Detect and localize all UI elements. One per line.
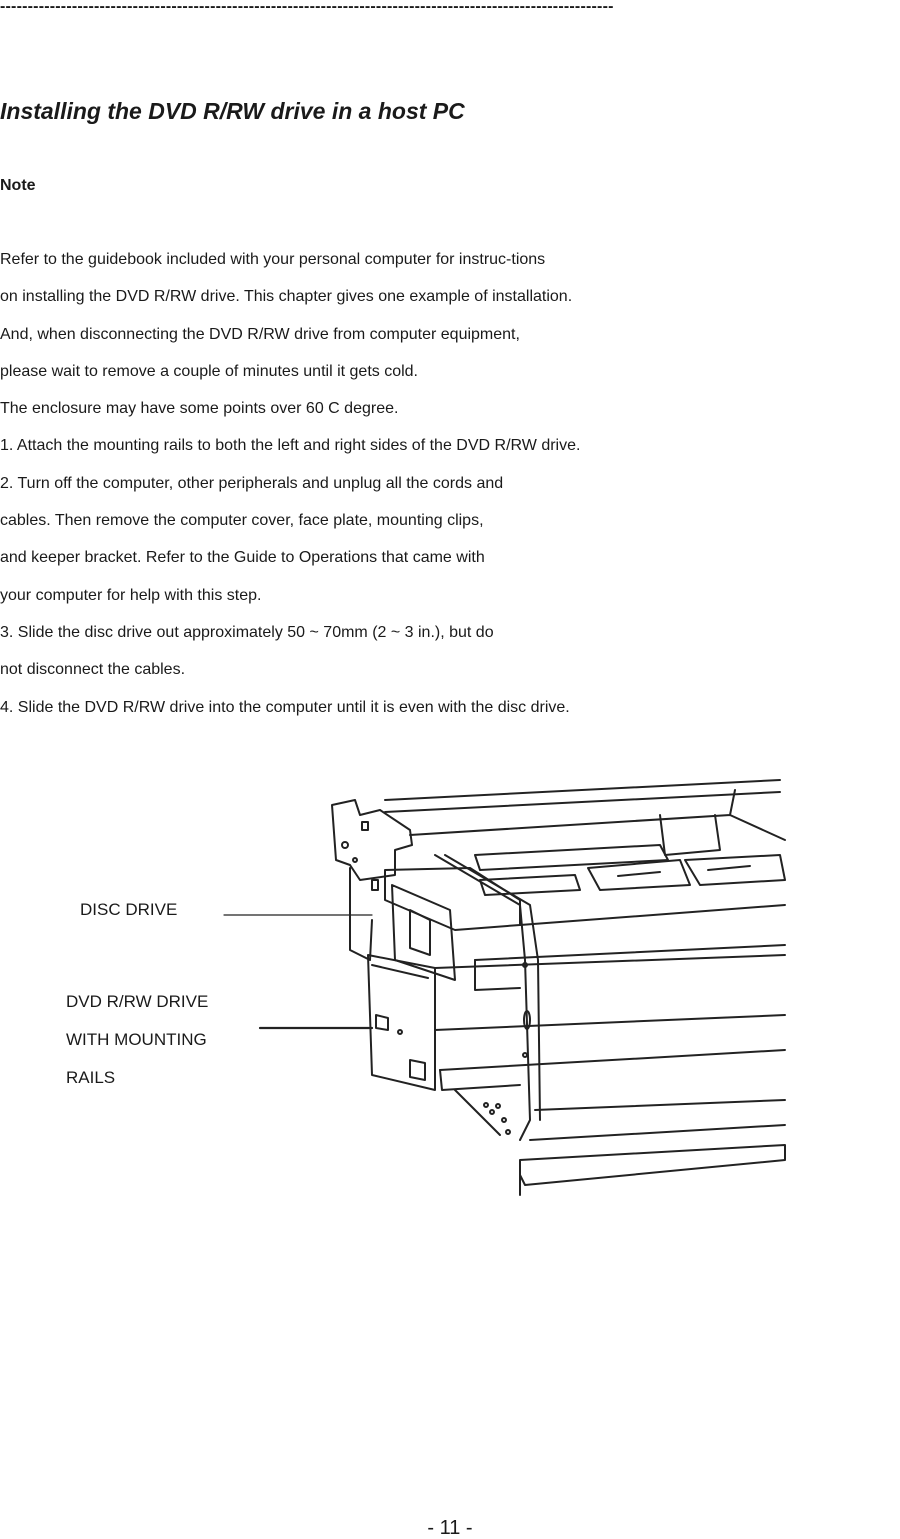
body-text bbox=[0, 250, 580, 735]
step-2-line: and keeper bracket. Refer to the Guide to Operations that came with bbox=[0, 549, 485, 567]
step-1-line: 1. Attach the mounting rails to both the left and right sides of the DVD R/RW drive. bbox=[0, 437, 581, 455]
disc-drive-label: DISC DRIVE bbox=[80, 900, 178, 919]
chassis-top bbox=[385, 780, 785, 870]
drive-bay-illustration bbox=[0, 760, 900, 1210]
step-3-line: 3. Slide the disc drive out approximately 50 ~ 70mm (2 ~ 3 in.), but do bbox=[0, 623, 494, 641]
chassis-bracket bbox=[332, 800, 412, 960]
dvd-drive-label-line: WITH MOUNTING bbox=[66, 1030, 207, 1049]
top-dashed-rule: --------------------------------------------------------------------------------------------------------------- bbox=[0, 0, 614, 14]
dvd-drive-label bbox=[66, 992, 208, 1106]
body-line: The enclosure may have some points over 60 C degree. bbox=[0, 400, 399, 418]
body-line: on installing the DVD R/RW drive. This chapter gives one example of installation. bbox=[0, 288, 573, 306]
step-3-line: not disconnect the cables. bbox=[0, 661, 186, 679]
page-number: - 11 - bbox=[427, 1517, 473, 1539]
dvd-drive-label-line: RAILS bbox=[66, 1068, 116, 1087]
step-2-line: cables. Then remove the computer cover, face plate, mounting clips, bbox=[0, 512, 484, 530]
note-heading: Note bbox=[0, 177, 36, 194]
page-title: Installing the DVD R/RW drive in a host PC bbox=[0, 98, 465, 124]
body-line: Refer to the guidebook included with your personal computer for instruc-tions bbox=[0, 251, 546, 268]
disc-drive bbox=[385, 855, 785, 990]
installation-figure bbox=[0, 760, 900, 1210]
body-line: And, when disconnecting the DVD R/RW drive from computer equipment, bbox=[0, 325, 520, 343]
step-2-line: your computer for help with this step. bbox=[0, 586, 262, 604]
body-line: please wait to remove a couple of minutes until it gets cold. bbox=[0, 362, 418, 380]
chassis-lower bbox=[520, 1100, 785, 1195]
step-2-line: 2. Turn off the computer, other peripherals and unplug all the cords and bbox=[0, 474, 504, 492]
dvd-drive-label-line: DVD R/RW DRIVE bbox=[66, 992, 209, 1011]
step-4-line: 4. Slide the DVD R/RW drive into the computer until it is even with the disc drive. bbox=[0, 698, 570, 716]
mounting-rail bbox=[435, 855, 540, 1140]
